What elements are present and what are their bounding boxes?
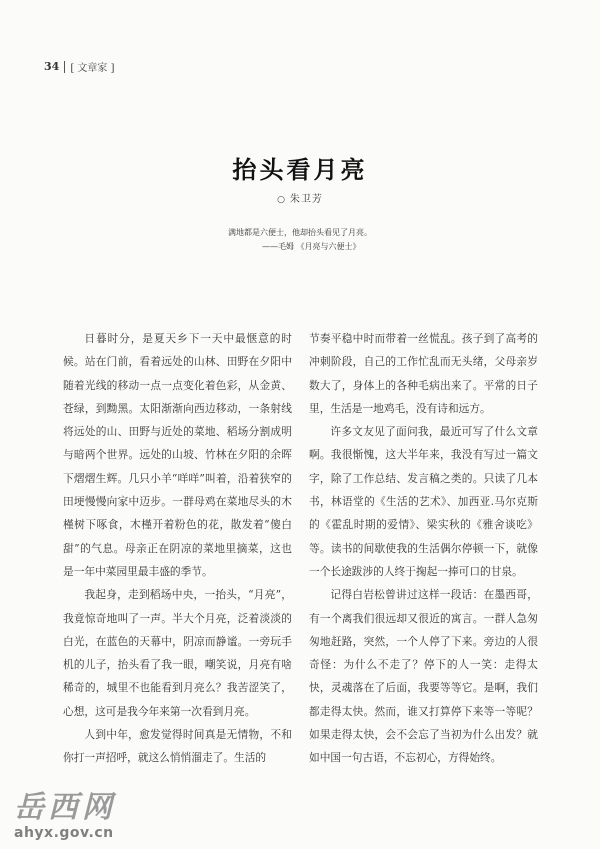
right-column bbox=[309, 327, 538, 770]
article-title: 抬头看月亮 bbox=[232, 155, 368, 184]
paragraph: 记得白岩松曾讲过这样一段话：在墨西哥，有一个离我们很远却又很近的寓言。一群人急匆匆地赶路，突然，一个人停了下来。旁边的人很奇怪：为什么不走了？停下的人一笑：走得太快，灵魂落在了后面，我要等等它。是啊，我们都走得太快。然而，谁又打算停下来等一等呢？如果走得太快，会不会忘了当初为什么出发？就如中国一句古语，不忘初心，方得始终。 bbox=[309, 588, 538, 765]
author-name: 朱卫芳 bbox=[289, 194, 323, 205]
author-mark: ○ bbox=[277, 195, 286, 205]
paragraph: 节奏平稳中时而带着一丝慌乱。孩子到了高考的冲刺阶段，自己的工作忙乱而无头绪，父母亲岁数大了，身体上的各种毛病出来了。平常的日子里，生活是一地鸡毛，没有诗和远方。 bbox=[309, 332, 538, 415]
epigraph bbox=[228, 226, 372, 254]
paragraph: 许多文友见了面问我，最近可写了什么文章啊。我很惭愧，这大半年来，我没有写过一篇文字，除了工作总结、发言稿之类的。只读了几本书，林语堂的《生活的艺术》、加西亚.马尔克斯的《霍乱时期的爱情》、梁实秋的《雅舍谈吃》等。读书的间歇使我的生活偶尔停顿一下，就像一个长途跋涉的人终于掬起一捧可口的甘泉。 bbox=[309, 425, 538, 578]
left-column bbox=[63, 327, 292, 770]
header-divider bbox=[64, 61, 65, 73]
watermark-url: ahyx.gov.cn bbox=[14, 825, 114, 841]
paragraph: 我起身，走到稻场中央，一抬头，“月亮”，我竟惊奇地叫了一声。半大个月亮，泛着淡淡的白光，在蓝色的天幕中，阴凉而静谧。一旁玩手机的儿子，抬头看了我一眼，嘲笑说，月亮有啥稀奇的，城里不也能看到月亮么？我苦涩笑了，心想，这可是我今年来第一次看到月亮。 bbox=[63, 588, 292, 718]
page-number: 34 bbox=[44, 60, 60, 73]
watermark-name: 岳西网 bbox=[14, 790, 116, 825]
page-header bbox=[44, 59, 114, 74]
paragraph: 人到中年，愈发觉得时间真是无情物，不和你打一声招呼，就这么悄悄溜走了。生活的 bbox=[63, 728, 292, 765]
author-line bbox=[0, 190, 600, 205]
epigraph-quote: 满地都是六便士，他却抬头看见了月亮。 bbox=[228, 228, 372, 237]
section-label: [ 文章家 ] bbox=[70, 63, 115, 74]
paragraph: 日暮时分，是夏天乡下一天中最惬意的时候。站在门前，看着远处的山林、田野在夕阳中随着光线的移动一点一点变化着色彩，从金黄、苍绿，到黝黑。太阳渐渐向西边移动，一条射线将远处的山、田野与近处的菜地、稻场分割成明与暗两个世界。远处的山坡、竹林在夕阳的余晖下熠熠生辉。几只小羊“咩咩”叫着，沿着狭窄的田埂慢慢向家中迈步。一群母鸡在菜地尽头的木槿树下啄食，木槿开着粉色的花，散发着“傻白甜”的气息。母亲正在阴凉的菜地里摘菜，这也是一年中菜园里最丰盛的季节。 bbox=[63, 332, 292, 578]
epigraph-source: ——毛姆 《月亮与六便士》 bbox=[262, 242, 361, 251]
site-watermark bbox=[14, 792, 116, 841]
